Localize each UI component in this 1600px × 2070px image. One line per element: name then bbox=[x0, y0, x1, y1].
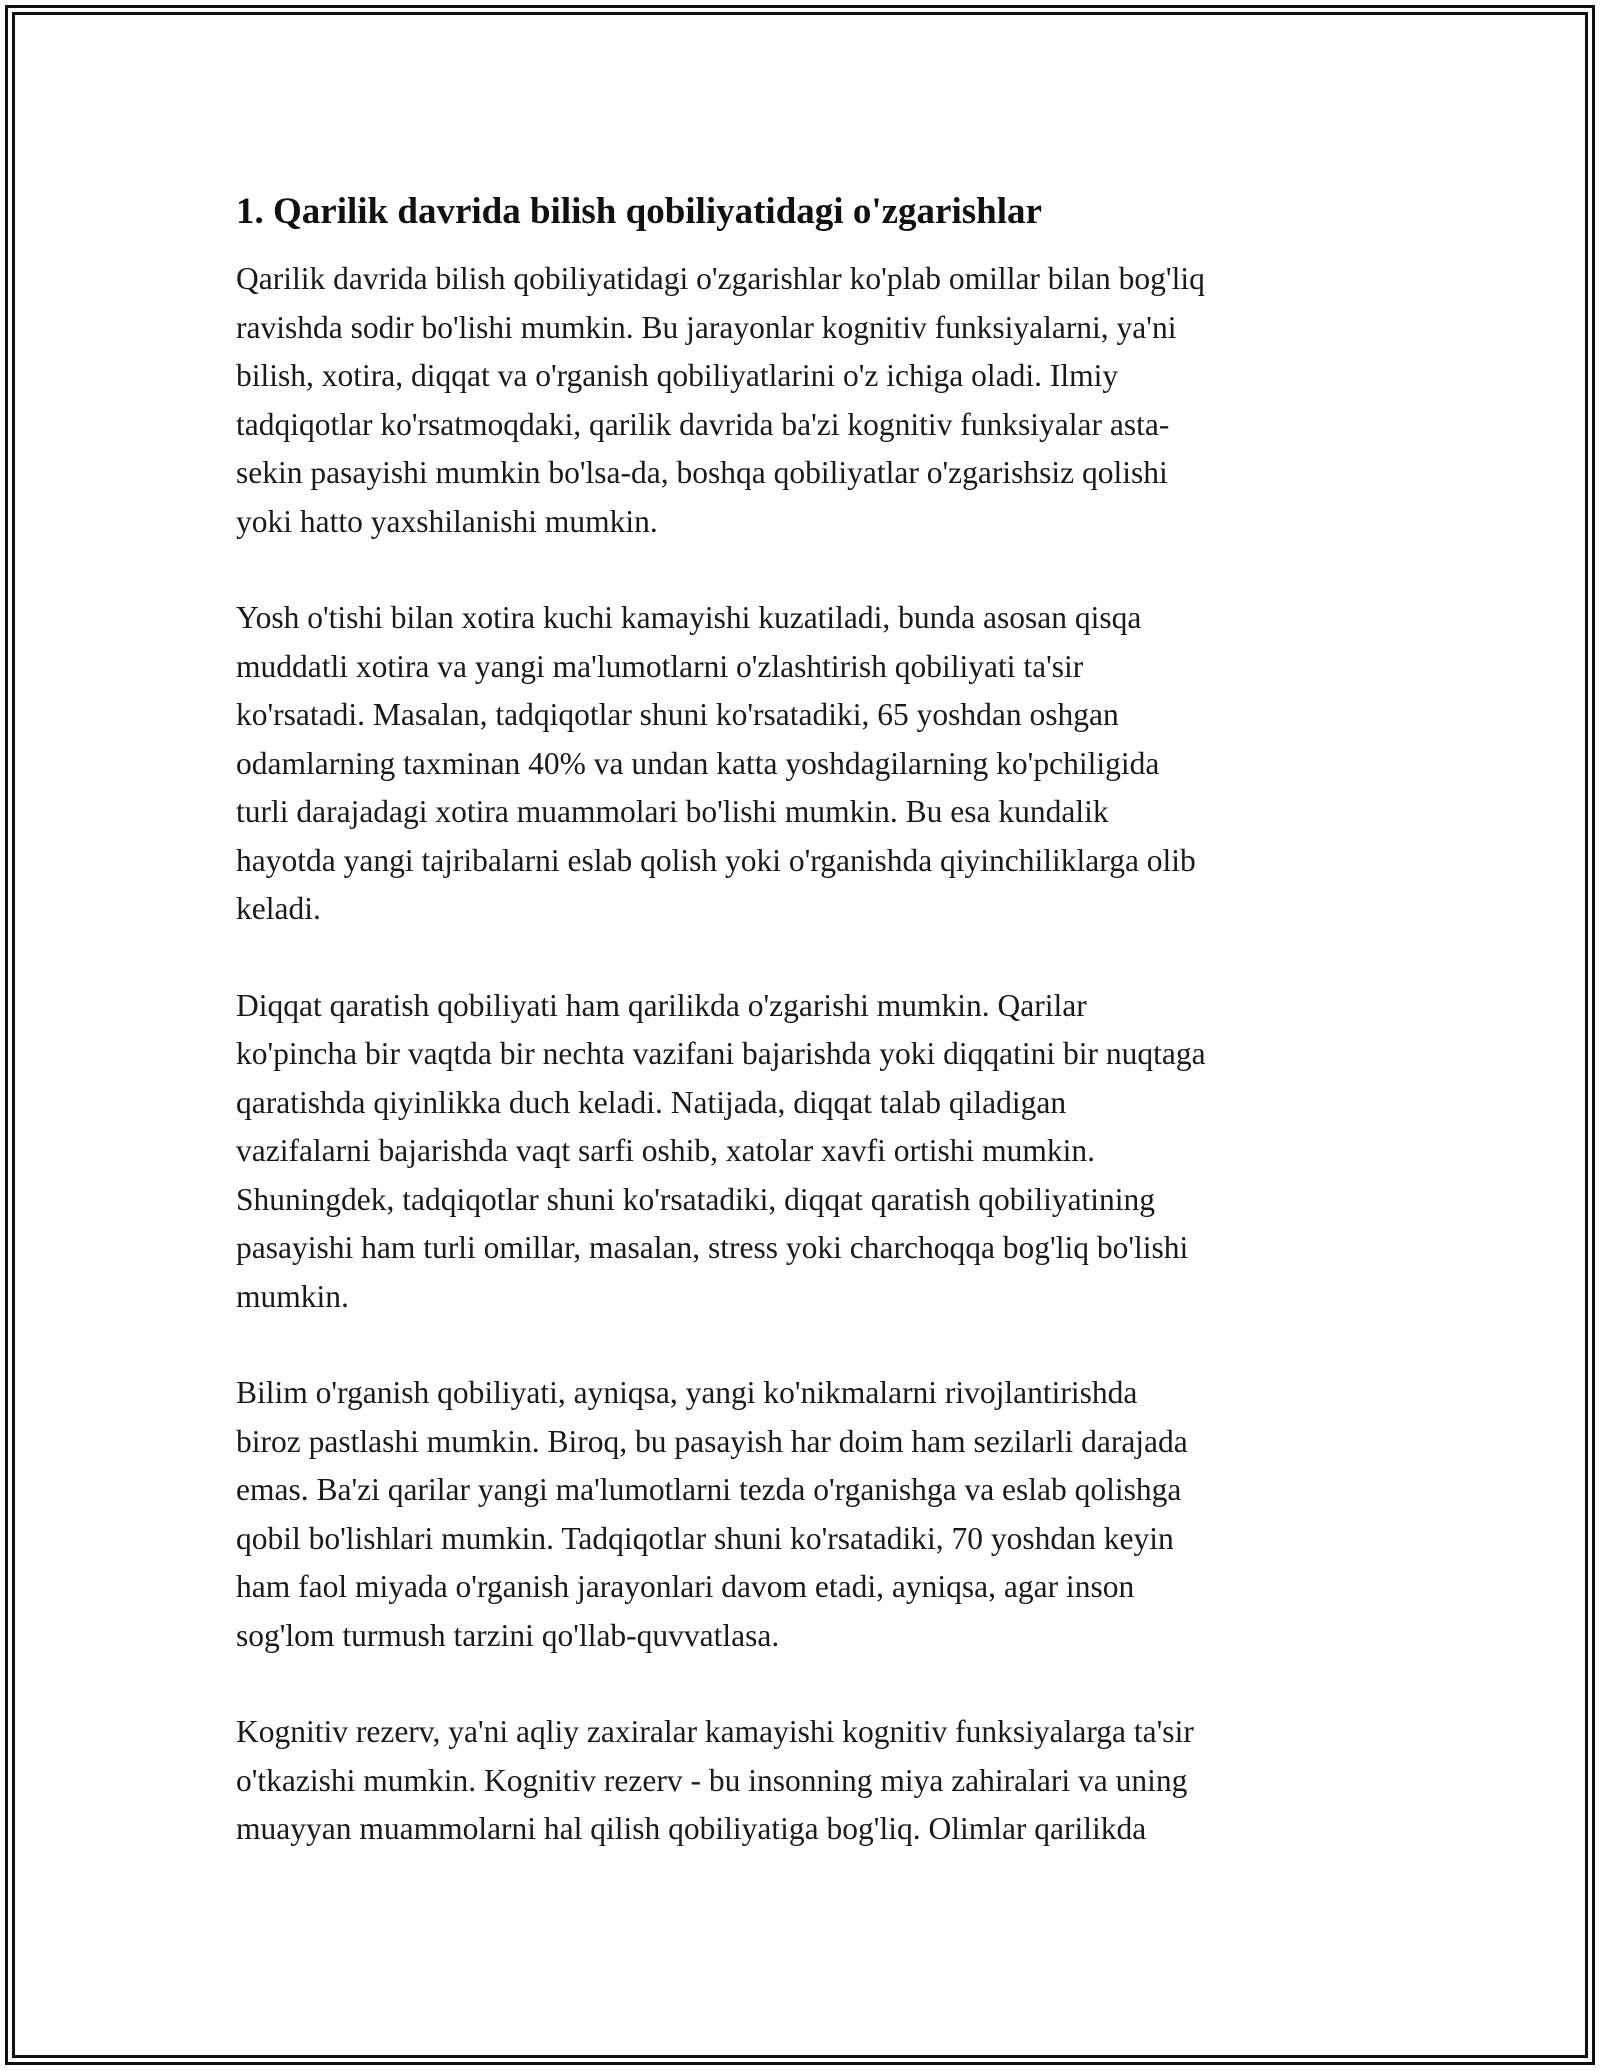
paragraph-learning: Bilim o'rganish qobiliyati, ayniqsa, yangi ko'nikmalarni rivojlantirishda biroz pastlashi mumkin. Biroq, bu pasayish har doim ham sezilarli darajada emas. Ba'zi qarilar yangi ma'lumotlarni tezda o'rganishga va eslab qolishga qobil bo'lishlari mumkin. Tadqiqotlar shuni ko'rsatadiki, 70 yoshdan keyin ham faol miyada o'rganish jarayonlari davom etadi, ayniqsa, agar inson sog'lom turmush tarzini qo'llab-quvvatlasa. bbox=[236, 1375, 1188, 1653]
paragraph-attention: Diqqat qaratish qobiliyati ham qarilikda o'zgarishi mumkin. Qarilar ko'pincha bir vaqtda bir nechta vazifani bajarishda yoki diqqatini bir nuqtaga qaratishda qiyinlikka duch keladi. Natijada, diqqat talab qiladigan vazifalarni bajarishda vaqt sarfi oshib, xatolar xavfi ortishi mumkin. Shuningdek, tadqiqotlar shuni ko'rsatadiki, diqqat qaratish qobiliyatining pasayishi ham turli omillar, masalan, stress yoki charchoqqa bog'liq bo'lishi mumkin. bbox=[236, 987, 1206, 1314]
paragraph-cognitive-reserve: Kognitiv rezerv, ya'ni aqliy zaxiralar kamayishi kognitiv funksiyalarga ta'sir o'tkazishi mumkin. Kognitiv rezerv - bu insonning miya zahiralari va uning muayyan muammolarni hal qilish qobiliyatiga bog'liq. Olimlar qarilikda bbox=[236, 1714, 1194, 1846]
section-title: 1. Qarilik davrida bilish qobiliyatidagi o'zgarishlar bbox=[236, 191, 1042, 232]
document-body bbox=[236, 255, 1386, 1854]
document-content bbox=[236, 186, 1386, 1902]
paragraph-memory-intro: Qarilik davrida bilish qobiliyatidagi o'zgarishlar ko'plab omillar bilan bog'liq ravishda sodir bo'lishi mumkin. Bu jarayonlar kognitiv funksiyalarni, ya'ni bilish, xotira, diqqat va o'rganish qobiliyatlarini o'z ichiga oladi. Ilmiy tadqiqotlar ko'rsatmoqdaki, qarilik davrida ba'zi kognitiv funksiyalar asta- sekin pasayishi mumkin bo'lsa-da, boshqa qobiliyatlar o'zgarishsiz qolishi yoki hatto yaxshilanishi mumkin. bbox=[236, 261, 1205, 539]
paragraph-memory-decline: Yosh o'tishi bilan xotira kuchi kamayishi kuzatiladi, bunda asosan qisqa muddatli xotira va yangi ma'lumotlarni o'zlashtirish qobiliyati ta'sir ko'rsatadi. Masalan, tadqiqotlar shuni ko'rsatadiki, 65 yoshdan oshgan odamlarning taxminan 40% va undan katta yoshdagilarning ko'pchiligida turli darajadagi xotira muammolari bo'lishi mumkin. Bu esa kundalik hayotda yangi tajribalarni eslab qolish yoki o'rganishda qiyinchiliklarga olib keladi. bbox=[236, 600, 1196, 926]
